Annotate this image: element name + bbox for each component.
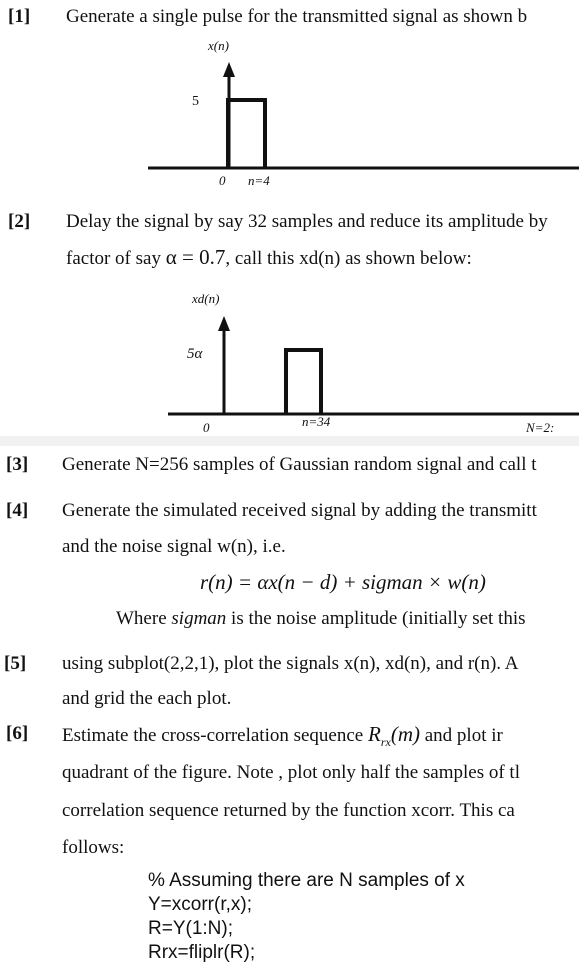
item-4-text-line1: Generate the simulated received signal by adding the transmitt: [62, 500, 537, 521]
figure1-ylabel: x(n): [208, 38, 229, 53]
where-prefix: Where: [116, 608, 172, 629]
figure1-n-label: n=4: [248, 173, 270, 188]
item-2-text-line1: Delay the signal by say 32 samples and reduce its amplitude by: [66, 211, 548, 232]
figure2-ylabel: xd(n): [192, 291, 220, 306]
item-2-suffix: , call this xd(n) as shown below:: [225, 248, 472, 269]
item-4-text-line2: and the noise signal w(n), i.e.: [62, 536, 286, 557]
item-1-text: Generate a single pulse for the transmitted signal as shown b: [66, 6, 528, 27]
code-line-3: R=Y(1:N);: [148, 918, 233, 939]
item-number-2: [2]: [8, 211, 31, 232]
item-6-text-line2: quadrant of the figure. Note , plot only half the samples of tl: [62, 762, 520, 783]
pulse-figure-xdn: [0, 286, 579, 436]
figure1-amp-label: 5: [192, 94, 199, 109]
figure2-end-label: N=2:: [526, 420, 555, 435]
item-6-text-line1: [62, 723, 503, 753]
item-number-1: [1]: [8, 6, 31, 27]
item-6-text-line3: correlation sequence returned by the function xcorr. This ca: [62, 800, 515, 821]
figure2-origin-label: 0: [203, 420, 210, 435]
item-number-4: [4]: [6, 500, 29, 521]
figure2-amp-label: 5α: [187, 346, 203, 362]
item-6-suffix: and plot ir: [424, 725, 503, 746]
received-signal-equation: r(n) = αx(n − d) + sigman × w(n): [200, 570, 486, 594]
item-number-3: [3]: [6, 454, 29, 475]
code-line-2: Y=xcorr(r,x);: [148, 894, 252, 915]
item-6-text-line4: follows:: [62, 837, 125, 858]
pulse-xd: [286, 350, 321, 414]
alpha-value: α = 0.7: [165, 245, 226, 269]
code-line-1: % Assuming there are N samples of x: [148, 870, 465, 891]
item-2-prefix: factor of say: [66, 248, 161, 269]
rrx-symbol: $R_{rx}(m)$: [368, 722, 420, 750]
pulse-figure-xn: [0, 34, 579, 194]
item-number-6: [6]: [6, 723, 29, 744]
code-line-4: Rrx=fliplr(R);: [148, 942, 256, 963]
item-6-prefix: Estimate the cross-correlation sequence: [62, 725, 364, 746]
figure1-origin-label: 0: [219, 173, 226, 188]
section-divider: [0, 436, 579, 446]
where-rest: is the noise amplitude (initially set this: [226, 608, 526, 629]
pulse-x: [228, 100, 265, 168]
item-number-5: [5]: [4, 653, 27, 674]
where-italic: sigman: [171, 608, 227, 629]
where-line: [116, 608, 526, 630]
figure2-n-label: n=34: [302, 414, 331, 429]
item-5-text-line2: and grid the each plot.: [62, 688, 232, 709]
item-2-text-line2: [66, 246, 472, 270]
item-3-text: Generate N=256 samples of Gaussian random signal and call t: [62, 454, 537, 475]
item-5-text-line1: using subplot(2,2,1), plot the signals x(n), xd(n), and r(n). A: [62, 653, 519, 674]
